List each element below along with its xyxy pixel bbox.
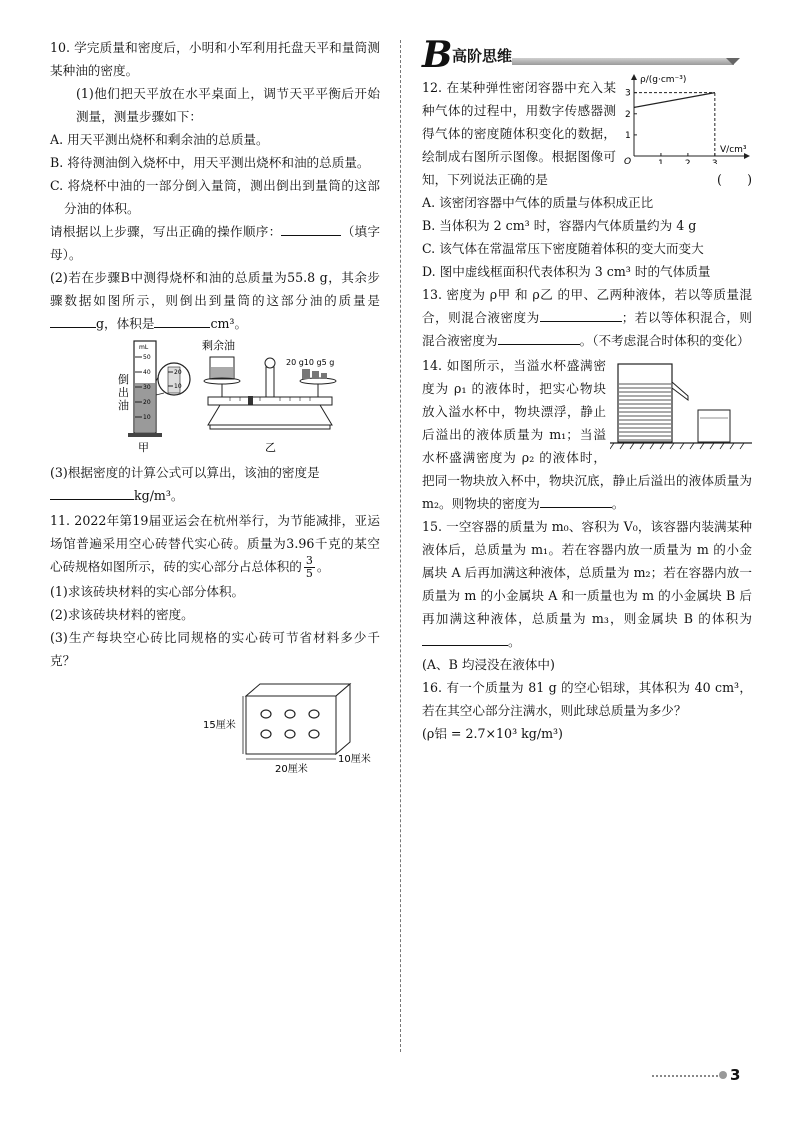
q10-density-blank: [50, 485, 134, 500]
weight-5g: [321, 373, 327, 379]
section-title: 高阶思维: [452, 47, 513, 65]
q10-figure-svg: [50, 337, 380, 455]
balance-beam: [208, 397, 332, 405]
section-arrow-icon: [726, 58, 740, 65]
q12-graph: [620, 72, 752, 164]
weight-10g: [312, 371, 319, 379]
y-tick-label: 3: [625, 88, 631, 99]
graph-ylabel: ρ/(g·cm⁻³): [640, 75, 687, 85]
brick-side: [336, 684, 350, 754]
residual-oil-label: 剩余油: [202, 339, 235, 352]
spout: [672, 382, 688, 400]
weight-20g: [302, 369, 310, 379]
x-tick-label: 2: [684, 159, 691, 164]
brick-top: [246, 684, 350, 696]
label-yi: 乙: [265, 441, 276, 454]
q12: [422, 76, 752, 283]
q10-density-line: [50, 484, 380, 507]
weights-label: 20 g10 g5 g: [286, 358, 335, 367]
q10-part1: (1)他们把天平放在水平桌面上，调节天平平衡后开始测量，测量步骤如下：: [76, 86, 380, 124]
section-header: [422, 36, 752, 74]
q10-step-c: C. 将烧杯中油的一部分倒入量筒，测出倒出到量筒的这部分油的体积。: [50, 178, 380, 216]
q10-step-b: B. 将待测油倒入烧杯中，用天平测出烧杯和油的总质量。: [50, 155, 370, 170]
q11-fraction: [304, 555, 315, 580]
brick-front: [246, 696, 336, 754]
q16-text: 16. 有一个质量为 81 g 的空心铝球，其体积为 40 cm³，若在其空心部分注满水，则此球总质量为多少？: [422, 680, 752, 718]
brick-height-label: 15厘米: [203, 720, 236, 731]
page-number: 3: [730, 1066, 741, 1084]
q13-text3: 。（不考虑混合时体积的变化）: [579, 333, 750, 348]
q11-part3: (3)生产每块空心砖比同规格的实心砖可节省材料多少千克？: [50, 630, 380, 668]
q11-part2: (2)求该砖块材料的密度。: [50, 607, 194, 622]
q10-mass-blank: [50, 313, 96, 328]
q14-end: 。: [611, 496, 625, 511]
q10-figure: [50, 337, 380, 455]
cylinder-base: [128, 433, 162, 437]
q10-density-unit: kg/m³。: [134, 488, 184, 503]
q10-volume-blank: [154, 313, 210, 328]
q10-part2-text: (2)若在步骤B中测得烧杯和油的总质量为55.8 g，其余步骤数据如图所示，则倒出到量筒的这部分油的质量是: [50, 270, 380, 308]
density-line: [634, 93, 715, 108]
q12-option-d: D. 图中虚线框面积代表体积为 3 cm³ 时的气体质量: [422, 264, 711, 279]
y-tick-label: 1: [625, 130, 631, 141]
q10-stem: 10. 学完质量和密度后，小明和小军利用托盘天平和量筒测某种油的密度。: [50, 40, 380, 78]
q16-given: (ρ铝 = 2.7×10³ kg/m³): [422, 726, 563, 741]
q10-order: [50, 220, 380, 266]
q12-answer-paren: ( ): [716, 172, 752, 187]
label-jia: 甲: [138, 441, 149, 454]
q14-body: 14. 如图所示，当溢水杯盛满密度为 ρ₁ 的液体时，把实心物块放入溢水杯中，物块漂浮，静止后溢出的液体质量为 m₁；当溢水杯盛满密度为 ρ₂ 的液体时，把同一物块放入杯中，物块沉底，静止后溢出的液体质量为 m₂。则物块的密度为: [422, 358, 752, 511]
x-tick-label: 1: [657, 159, 664, 164]
q11-figure: [50, 676, 380, 776]
overflow-cup-svg: [610, 358, 752, 452]
q12-graph-svg: [620, 72, 752, 164]
left-column: [50, 36, 380, 776]
q13-text2: ；若以等体积混合，则混合液密度为: [422, 310, 752, 348]
q12-option-c: C. 该气体在常温常压下密度随着体积的变大而变大: [422, 241, 704, 256]
q12-stem: 12. 在某种弹性密闭容器中充入某种气体的过程中，用数字传感器测得气体的密度随体积变化的数据，绘制成右图所示图像。根据图像可知，下列说法正确的是: [422, 80, 616, 187]
q11-stem: [50, 509, 380, 580]
column-divider: [400, 40, 401, 1052]
q13: [422, 283, 752, 352]
y-tick-label: 2: [625, 109, 631, 120]
page-dot-icon: [719, 1071, 727, 1079]
brick-svg: [50, 676, 380, 776]
q15-body: 15. 一空容器的质量为 m₀、容积为 V₀，该容器内装满某种液体后，总质量为 m₁。若在容器内放一质量为 m 的小金属块 A 后再加满这种液体，总质量为 m₂；若在容器内放一质量为 m 的小金属块 A 和一质量也为 m 的小金属块 B 后再加满这种液体，总质量为 m₃，则金属块 B 的体积为: [422, 519, 752, 626]
q13-blank-volume: [498, 330, 580, 345]
q10-part2: [50, 266, 380, 335]
q10-order-tail: （填字母）。: [50, 224, 381, 262]
q13-text1: 13. 密度为 ρ甲 和 ρ乙 的甲、乙两种液体，若以等质量混合，则混合液密度为: [422, 287, 752, 325]
graph-xlabel: V/cm³: [720, 145, 747, 155]
q11-stem-end: 。: [316, 559, 330, 574]
q10-order-text: 请根据以上步骤，写出正确的操作顺序：: [50, 224, 282, 239]
q11-part1: (1)求该砖块材料的实心部分体积。: [50, 584, 245, 599]
zoom-tick-20: 20: [174, 369, 182, 376]
graph-origin: O: [624, 157, 632, 164]
cylinder-unit: mL: [139, 344, 149, 351]
q11-stem-text: 11. 2022年第19届亚运会在杭州举行，为节能减排，亚运场馆普遍采用空心砖替代实心砖。质量为3.96千克的某空心砖规格如图所示，砖的实心部分占总体积的: [50, 513, 380, 574]
page-dots: [652, 1075, 722, 1077]
q14-blank: [540, 493, 612, 508]
cyl-tick-50: 50: [143, 354, 151, 361]
q11-frac-den: 5: [305, 567, 313, 580]
q10-step-a: A. 用天平测出烧杯和剩余油的总质量。: [50, 132, 269, 147]
section-letter: B: [422, 34, 453, 76]
q10-part2-end: cm³。: [210, 316, 248, 331]
q14: [422, 354, 752, 515]
q15-blank: [422, 631, 508, 646]
q10-part2-mid: g，体积是: [96, 316, 155, 331]
q15-note: (A、B 均浸没在液体中): [422, 657, 555, 672]
q12-option-a: A. 该密闭容器中气体的质量与体积成正比: [422, 195, 654, 210]
x-tick-label: 3: [711, 159, 718, 164]
q14-figure: [610, 358, 752, 452]
brick-depth-label: 10厘米: [338, 754, 371, 765]
q15: [422, 515, 752, 653]
poured-oil-label: 倒出油: [118, 373, 129, 412]
right-column: [422, 36, 752, 745]
cyl-tick-30: 30: [143, 384, 151, 391]
section-bar: [512, 58, 734, 65]
balance-base: [208, 405, 332, 425]
brick-width-label: 20厘米: [275, 764, 308, 775]
cyl-tick-40: 40: [143, 369, 151, 376]
catch-beaker: [698, 410, 730, 442]
q10-part3: (3)根据密度的计算公式可以算出，该油的密度是: [50, 465, 320, 480]
q10-order-blank: [281, 221, 341, 236]
zoom-tick-10: 10: [174, 383, 182, 390]
beaker-oil: [211, 367, 233, 378]
q12-option-b: B. 当体积为 2 cm³ 时，容器内气体质量约为 4 g: [422, 218, 697, 233]
q13-blank-mass: [540, 307, 622, 322]
cyl-tick-10: 10: [143, 414, 151, 421]
q15-end: 。: [508, 634, 521, 649]
q11-frac-num: 3: [305, 554, 313, 567]
cyl-tick-20: 20: [143, 399, 151, 406]
overflow-liquid: [619, 382, 671, 441]
